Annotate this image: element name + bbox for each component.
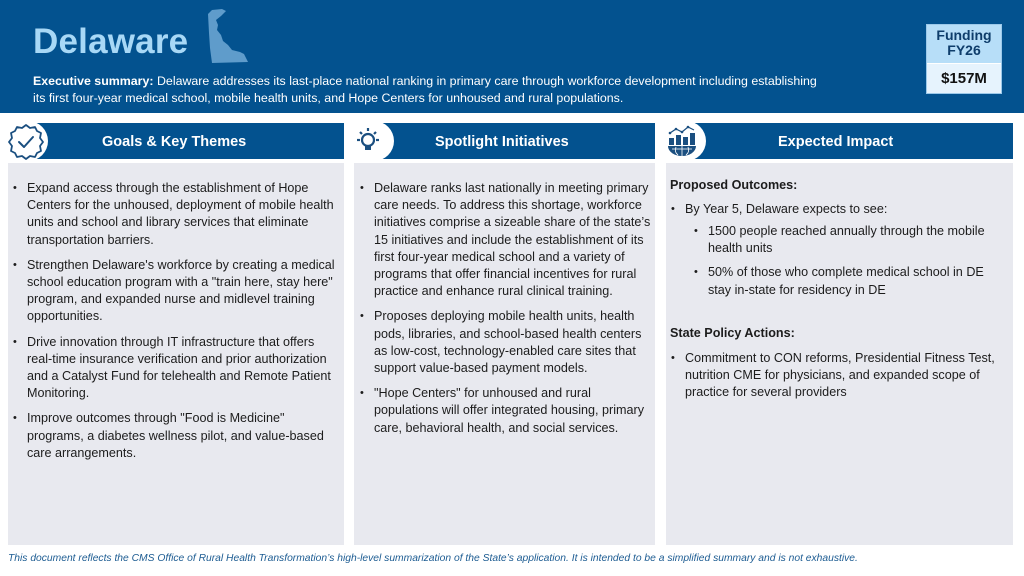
funding-value: $157M <box>927 63 1001 93</box>
outcomes-sub-list <box>708 223 998 306</box>
executive-summary-text: Delaware addresses its last-place national ranking in primary care through workforce development including establishing its first four-year medical school, mobile health units, and Hope Centers for unhoused and rural populations. <box>33 74 817 105</box>
list-item: • Strengthen Delaware's workforce by creating a medical school education program with a "train here, stay here" program, and expanded nurse and midlevel training opportunities. <box>27 257 339 326</box>
spotlight-title: Spotlight Initiatives <box>435 134 569 150</box>
list-item: • Proposes deploying mobile health units, health pods, libraries, and school-based health centers as low-cost, technology-enabled care sites that support value-based payment models. <box>374 308 655 377</box>
funding-box <box>926 24 1002 94</box>
footer-disclaimer: This document reflects the CMS Office of Rural Health Transformation’s high-level summarization of the State’s application. It is intended to be a simplified summary and is not exhaustive. <box>8 553 858 564</box>
list-item: • 50% of those who complete medical school in DE stay in-state for residency in DE <box>708 264 998 298</box>
delaware-state-outline-icon <box>204 8 254 64</box>
chart-globe-icon <box>666 121 706 161</box>
executive-summary-label: Executive summary: <box>33 74 154 88</box>
impact-header <box>666 123 1013 159</box>
list-item: • 1500 people reached annually through the mobile health units <box>708 223 998 257</box>
page-title: Delaware <box>33 22 189 61</box>
funding-label-line2: FY26 <box>947 42 981 58</box>
list-item: • Drive innovation through IT infrastructure that offers real-time insurance verification and prior authorization and a Catalyst Fund for telehealth and Remote Patient Monitoring. <box>27 334 339 403</box>
list-item: • Improve outcomes through "Food is Medicine" programs, a diabetes wellness pilot, and value-based care arrangements. <box>27 410 339 462</box>
policy-list <box>685 350 1005 402</box>
funding-label-line1: Funding <box>936 27 992 43</box>
list-item: • Delaware ranks last nationally in meeting primary care needs. To address this shortage, workforce initiatives comprise a sizeable share of the state’s 15 initiatives and include the establishment of its first four-year medical school and a variety of programs that offer financial incentives for rural practice and enhance rural clinical training. <box>374 180 655 300</box>
lightbulb-icon <box>354 121 394 161</box>
goals-list <box>27 180 339 470</box>
list-item: • Expand access through the establishment of Hope Centers for the unhoused, deployment of mobile health units and school and library services that eliminate transportation barriers. <box>27 180 339 249</box>
outcomes-heading: Proposed Outcomes: <box>670 178 798 192</box>
outcomes-list <box>685 201 1005 218</box>
goals-header <box>8 123 344 159</box>
list-item: • By Year 5, Delaware expects to see: <box>685 201 1005 218</box>
policy-heading: State Policy Actions: <box>670 326 795 340</box>
list-item: • "Hope Centers" for unhoused and rural populations will offer integrated housing, primary care, behavioral health, and social services. <box>374 385 655 437</box>
badge-check-icon <box>8 121 48 161</box>
goals-title: Goals & Key Themes <box>102 134 247 150</box>
spotlight-header <box>354 123 655 159</box>
header-banner <box>0 0 1024 113</box>
impact-body <box>666 163 1013 545</box>
spotlight-body <box>354 163 655 545</box>
goals-body <box>8 163 344 545</box>
executive-summary <box>33 73 823 107</box>
list-item: • Commitment to CON reforms, Presidential Fitness Test, nutrition CME for physicians, and expanded scope of practice for several providers <box>685 350 1005 402</box>
funding-label <box>927 25 1001 63</box>
impact-title: Expected Impact <box>778 134 894 150</box>
spotlight-list <box>374 180 655 445</box>
